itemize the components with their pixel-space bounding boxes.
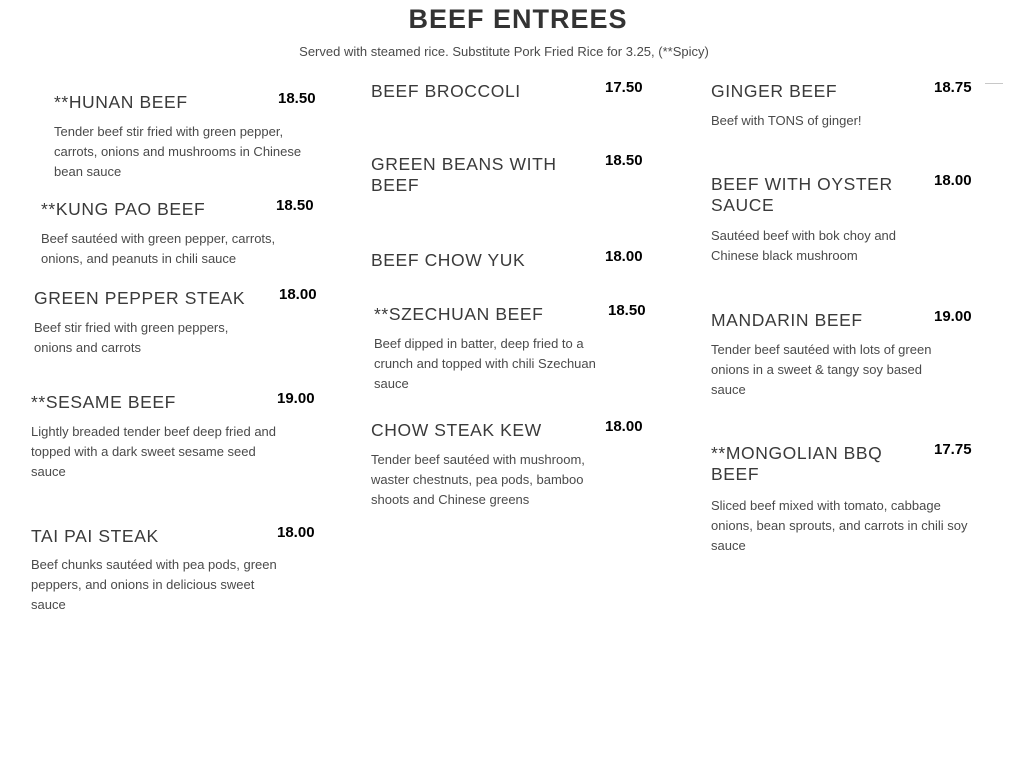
item-price: 19.00 xyxy=(277,390,315,407)
item-name: GREEN BEANS WITH BEEF xyxy=(371,154,557,195)
corner-divider xyxy=(985,83,1003,84)
item-price: 18.50 xyxy=(278,90,316,107)
item-name: **KUNG PAO BEEF xyxy=(41,199,206,219)
item-description: Beef with TONS of ginger! xyxy=(711,113,862,128)
item-name: **MONGOLIAN BBQ BEEF xyxy=(711,443,883,484)
item-price: 18.00 xyxy=(279,286,317,303)
page-title: BEEF ENTREES xyxy=(408,4,628,34)
item-price: 18.00 xyxy=(605,418,643,435)
item-name: BEEF BROCCOLI xyxy=(371,81,521,101)
item-name: BEEF CHOW YUK xyxy=(371,250,526,270)
item-price: 18.50 xyxy=(608,302,646,319)
item-description: Tender beef stir fried with green pepper, carrots, onions and mushrooms in Chinese bean sauce xyxy=(54,124,302,179)
item-price: 17.50 xyxy=(605,79,643,96)
item-name: TAI PAI STEAK xyxy=(31,526,159,546)
item-name: GREEN PEPPER STEAK xyxy=(34,288,246,308)
item-name: **SZECHUAN BEEF xyxy=(374,304,544,324)
item-price: 18.00 xyxy=(605,248,643,265)
item-description: Sautéed beef with bok choy and Chinese black mushroom xyxy=(711,228,897,263)
item-price: 17.75 xyxy=(934,441,972,458)
item-price: 18.50 xyxy=(276,197,314,214)
item-price: 19.00 xyxy=(934,308,972,325)
item-price: 18.00 xyxy=(934,172,972,189)
item-description: Tender beef sautéed with lots of green onions in a sweet & tangy soy based sauce xyxy=(711,342,932,397)
item-price: 18.75 xyxy=(934,79,972,96)
item-description: Beef dipped in batter, deep fried to a crunch and topped with chili Szechuan sauce xyxy=(374,336,596,391)
item-name: MANDARIN BEEF xyxy=(711,310,863,330)
item-description: Lightly breaded tender beef deep fried and topped with a dark sweet sesame seed sauce xyxy=(31,424,277,479)
item-name: **HUNAN BEEF xyxy=(54,92,188,112)
item-description: Beef stir fried with green peppers, onions and carrots xyxy=(34,320,229,355)
item-price: 18.00 xyxy=(277,524,315,541)
item-description: Tender beef sautéed with mushroom, waster chestnuts, pea pods, bamboo shoots and Chinese greens xyxy=(371,452,585,507)
item-price: 18.50 xyxy=(605,152,643,169)
item-description: Beef sautéed with green pepper, carrots, onions, and peanuts in chili sauce xyxy=(41,231,276,266)
item-description: Beef chunks sautéed with pea pods, green peppers, and onions in delicious sweet sauce xyxy=(31,557,277,612)
item-name: GINGER BEEF xyxy=(711,81,838,101)
item-name: **SESAME BEEF xyxy=(31,392,176,412)
page-subtitle: Served with steamed rice. Substitute Pork Fried Rice for 3.25, (**Spicy) xyxy=(299,44,709,59)
item-description: Sliced beef mixed with tomato, cabbage onions, bean sprouts, and carrots in chili soy sauce xyxy=(711,498,968,553)
item-name: CHOW STEAK KEW xyxy=(371,420,542,440)
item-name: BEEF WITH OYSTER SAUCE xyxy=(711,174,893,215)
